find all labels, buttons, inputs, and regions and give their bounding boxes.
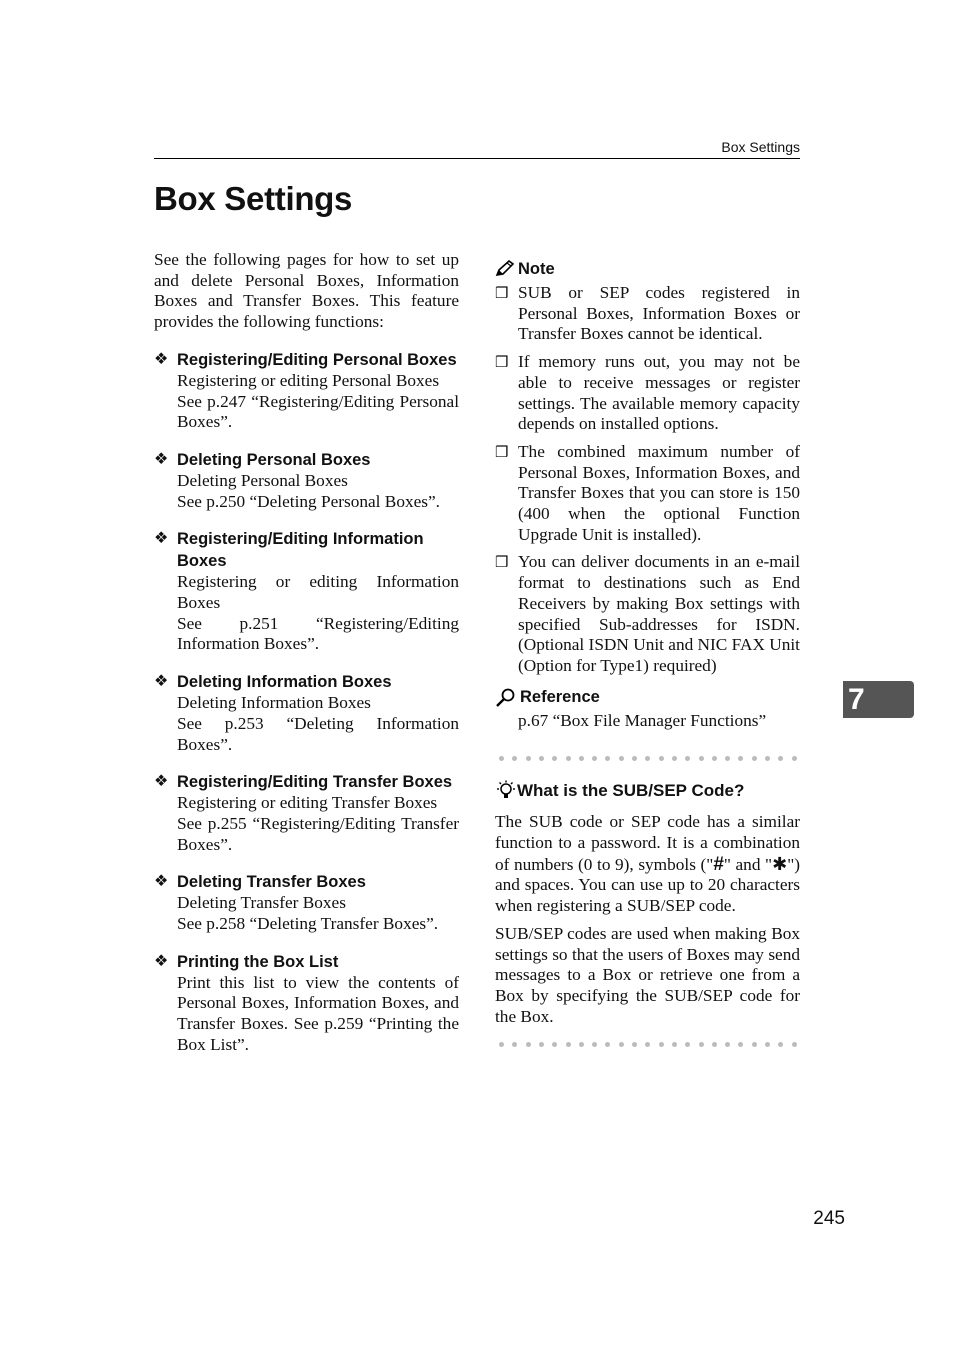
- dot-ornament: [712, 1042, 717, 1047]
- dot-ornament: [792, 756, 797, 761]
- dot-ornament: [539, 1042, 544, 1047]
- lightbulb-icon: [495, 780, 517, 802]
- magnifier-icon: [495, 688, 517, 708]
- dot-ornament: [752, 1042, 757, 1047]
- function-description: Registering or editing Personal Boxes: [177, 370, 440, 390]
- dot-ornament: [765, 1042, 770, 1047]
- diamond-bullet-icon: ❖: [154, 530, 169, 548]
- note-item: [495, 352, 800, 435]
- dot-ornament: [605, 756, 610, 761]
- function-description: Registering or editing Transfer Boxes: [177, 793, 438, 813]
- dot-ornament: [792, 1042, 797, 1047]
- dot-ornament: [526, 756, 531, 761]
- function-item: [154, 871, 459, 934]
- function-see-reference: See p.258 “Deleting Transfer Boxes”.: [177, 914, 439, 934]
- function-item: [154, 349, 459, 433]
- dot-ornament: [632, 756, 637, 761]
- function-description: Deleting Transfer Boxes: [177, 893, 346, 913]
- diamond-bullet-icon: ❖: [154, 773, 169, 791]
- dot-ornament: [645, 756, 650, 761]
- function-description: Deleting Information Boxes: [177, 693, 371, 713]
- tip-heading: [495, 779, 800, 803]
- checkbox-bullet-icon: ❒: [495, 444, 509, 461]
- function-see-reference: See p.247 “Registering/Editing Personal Boxes”.: [177, 391, 459, 432]
- note-item-text: You can deliver documents in an e-mail format to destinations such as End Receivers by making Box settings with specified Sub-addresses for ISDN. (Optional ISDN Unit and NIC FAX Unit (Option for Type1) required): [518, 552, 800, 675]
- diamond-bullet-icon: ❖: [154, 673, 169, 691]
- note-heading: [495, 258, 800, 280]
- note-heading-label: Note: [518, 259, 555, 278]
- function-see-reference: See p.255 “Registering/Editing Transfer Boxes”.: [177, 813, 459, 854]
- dot-ornament: [539, 756, 544, 761]
- checkbox-bullet-icon: ❒: [495, 555, 509, 572]
- dot-ornament: [752, 756, 757, 761]
- dot-ornament: [672, 756, 677, 761]
- diamond-bullet-icon: ❖: [154, 873, 169, 891]
- function-see-reference: See p.251 “Registering/Editing Information Boxes”.: [177, 613, 459, 654]
- tip-text: ") and spaces. You can use up to 20 characters when registering a SUB/SEP code.: [495, 854, 800, 916]
- function-description: Deleting Personal Boxes: [177, 470, 348, 490]
- left-column: [154, 250, 459, 1056]
- dot-ornament: [592, 756, 597, 761]
- tip-paragraph: [495, 812, 800, 917]
- function-see-reference: See p.250 “Deleting Personal Boxes”.: [177, 491, 440, 511]
- chapter-tab: [843, 681, 914, 718]
- function-description: Registering or editing Information Boxes: [177, 572, 459, 613]
- function-title: Printing the Box List: [177, 952, 339, 971]
- dot-ornament: [512, 1042, 517, 1047]
- dot-ornament: [499, 1042, 504, 1047]
- hash-symbol: #: [713, 853, 724, 875]
- tip-heading-label: What is the SUB/SEP Code?: [517, 781, 745, 801]
- chapter-number: 7: [848, 683, 865, 716]
- function-title: Registering/Editing Personal Boxes: [177, 350, 457, 369]
- function-title: Deleting Transfer Boxes: [177, 873, 366, 892]
- reference-text: p.67 “Box File Manager Functions”: [518, 710, 767, 730]
- tip-top-border: [495, 753, 800, 763]
- intro-paragraph: See the following pages for how to set up and delete Personal Boxes, Information Boxes and Transfer Boxes. This feature provides the following functions:: [154, 250, 459, 332]
- dot-ornament: [725, 756, 730, 761]
- star-symbol: ✱: [772, 853, 788, 874]
- right-column: [495, 258, 800, 1049]
- dot-ornament: [566, 756, 571, 761]
- dot-ornament: [605, 1042, 610, 1047]
- dot-ornament: [672, 1042, 677, 1047]
- pencil-icon: [495, 260, 515, 278]
- dot-ornament: [659, 1042, 664, 1047]
- dot-ornament: [619, 756, 624, 761]
- checkbox-bullet-icon: ❒: [495, 355, 509, 372]
- dot-ornament: [738, 1042, 743, 1047]
- dot-ornament: [738, 756, 743, 761]
- dot-ornament: [619, 1042, 624, 1047]
- reference-heading-label: Reference: [520, 688, 600, 707]
- dot-ornament: [499, 756, 504, 761]
- dot-ornament: [552, 1042, 557, 1047]
- diamond-bullet-icon: ❖: [154, 350, 169, 368]
- dot-ornament: [725, 1042, 730, 1047]
- dot-ornament: [566, 1042, 571, 1047]
- function-title: Registering/Editing Transfer Boxes: [177, 773, 453, 792]
- checkbox-bullet-icon: ❒: [495, 286, 509, 302]
- dot-ornament: [645, 1042, 650, 1047]
- tip-bottom-border: [495, 1039, 800, 1049]
- diamond-bullet-icon: ❖: [154, 450, 169, 468]
- dot-ornament: [699, 756, 704, 761]
- running-head: Box Settings: [721, 139, 800, 155]
- dot-ornament: [699, 1042, 704, 1047]
- dot-ornament: [632, 1042, 637, 1047]
- page-title: Box Settings: [154, 180, 353, 217]
- dot-ornament: [526, 1042, 531, 1047]
- dot-ornament: [685, 756, 690, 761]
- function-item: [154, 671, 459, 755]
- note-item-text: SUB or SEP codes registered in Personal Boxes, Information Boxes or Transfer Boxes cannot be identical.: [518, 283, 800, 344]
- dot-ornament: [552, 756, 557, 761]
- tip-text: " and ": [723, 854, 773, 874]
- function-item: [154, 528, 459, 655]
- tip-box: [495, 753, 800, 1049]
- function-item: [154, 951, 459, 1056]
- function-title: Registering/Editing Information Boxes: [177, 530, 424, 571]
- dot-ornament: [778, 756, 783, 761]
- reference-heading: [495, 687, 800, 709]
- function-description: Print this list to view the contents of Personal Boxes, Information Boxes, and Transfer Boxes. See p.259 “Printing the Box List”.: [177, 972, 459, 1054]
- dot-ornament: [579, 1042, 584, 1047]
- tip-text: The SUB code or SEP code has a similar function to a password. It is a combination of numbers (0 to 9), symbols (": [495, 812, 800, 874]
- dot-ornament: [659, 756, 664, 761]
- note-item: [495, 552, 800, 676]
- function-title: Deleting Information Boxes: [177, 673, 392, 692]
- note-item: [495, 283, 800, 345]
- diamond-bullet-icon: ❖: [154, 952, 169, 970]
- note-item: [495, 442, 800, 546]
- dot-ornament: [685, 1042, 690, 1047]
- dot-ornament: [778, 1042, 783, 1047]
- function-title: Deleting Personal Boxes: [177, 450, 371, 469]
- note-item-text: If memory runs out, you may not be able to receive messages or register settings. The available memory capacity depends on installed options.: [518, 352, 800, 434]
- dot-ornament: [712, 756, 717, 761]
- page-number: 245: [813, 1208, 845, 1229]
- header-rule: [154, 158, 800, 159]
- dot-ornament: [512, 756, 517, 761]
- dot-ornament: [579, 756, 584, 761]
- dot-ornament: [592, 1042, 597, 1047]
- tip-paragraph: SUB/SEP codes are used when making Box settings so that the users of Boxes may send messages to a Box or retrieve one from a Box by specifying the SUB/SEP code for the Box.: [495, 923, 800, 1026]
- function-see-reference: See p.253 “Deleting Information Boxes”.: [177, 713, 459, 754]
- function-item: [154, 449, 459, 512]
- dot-ornament: [765, 756, 770, 761]
- function-item: [154, 771, 459, 855]
- note-item-text: The combined maximum number of Personal Boxes, Information Boxes, and Transfer Boxes that you can store is 150 (400 when the optional Function Upgrade Unit is installed).: [518, 441, 800, 544]
